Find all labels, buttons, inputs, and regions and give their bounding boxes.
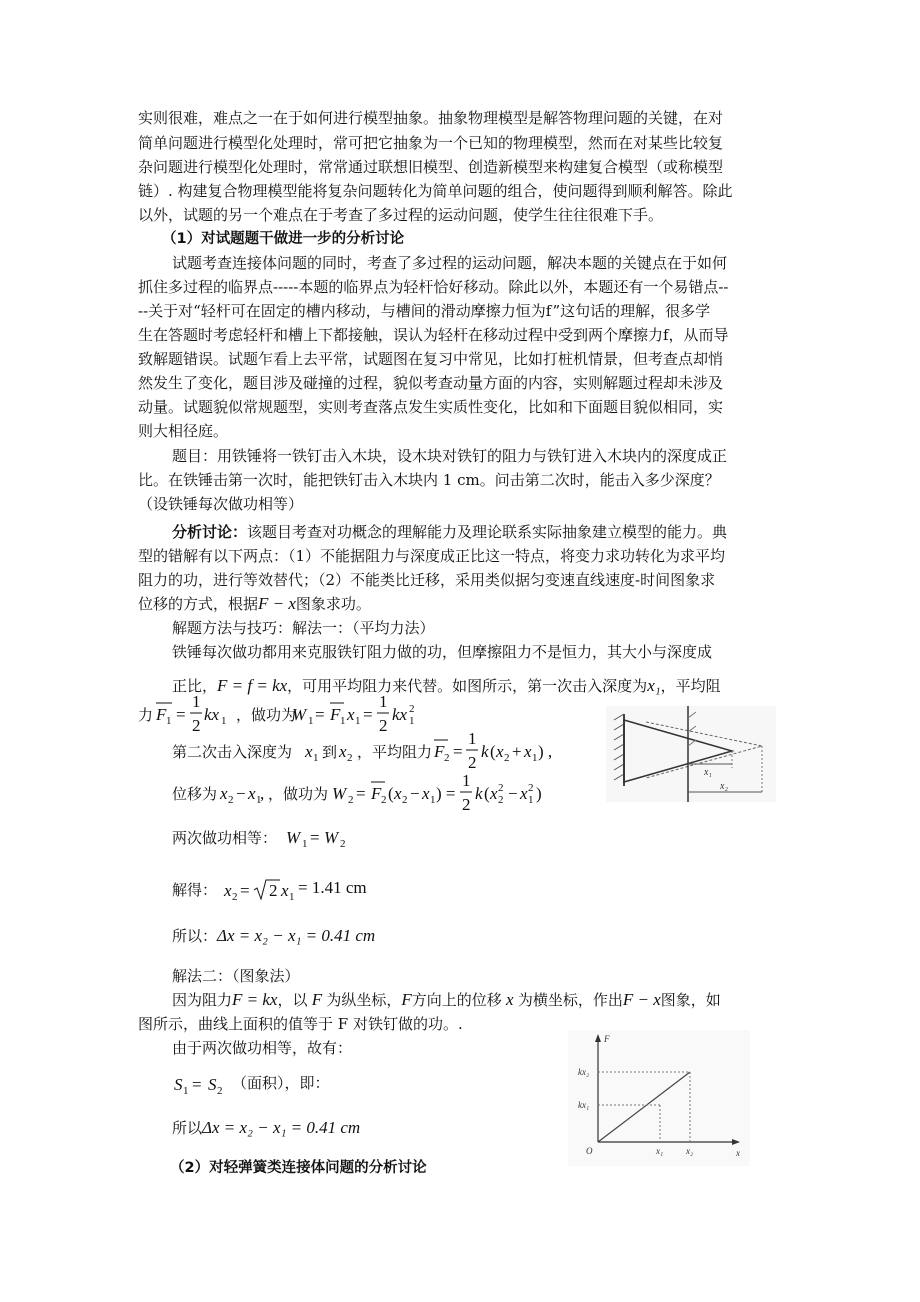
svg-text:S: S (174, 1075, 183, 1094)
text: 位移为 (172, 785, 218, 803)
analysis-text: 该题目考查对功概念的理解能力及理论联系实际抽象建立模型的能力。典 (247, 523, 728, 541)
svg-text:2: 2 (498, 782, 504, 794)
svg-text:W: W (286, 828, 301, 847)
text: 解得： (172, 881, 218, 899)
svg-text:−: − (236, 784, 246, 803)
svg-text:W: W (292, 705, 307, 724)
svg-text:−: − (508, 784, 518, 803)
graph-tick-kx1: kx₁ (578, 1100, 590, 1110)
svg-text:1: 1 (183, 1085, 189, 1097)
graph-line-1 (172, 990, 721, 1010)
svg-text:=: = (363, 705, 373, 724)
svg-text:2: 2 (347, 752, 353, 764)
intro-line-5: 以外，试题的另一个难点在于考查了多过程的运动问题，使学生往往很难下手。 (138, 206, 664, 224)
svg-text:=: = (310, 828, 320, 847)
svg-text:2: 2 (379, 716, 388, 735)
problem-line: （设铁锤每次做功相等） (138, 495, 304, 513)
math: F (401, 990, 412, 1009)
svg-text:=: = (315, 705, 325, 724)
intro-line-3: 杂问题进行模型化处理时，常常通过联想旧模型、创造新模型来构建复合模型（或称模型 (138, 158, 724, 176)
p1-line: 然发生了变化，题目涉及碰撞的过程，貌似考查动量方面的内容，实则解题过程却未涉及 (138, 374, 724, 392)
analysis-line: 阻力的功，进行等效替代；（2）不能类比迁移，采用类似据匀变速直线速度-时间图象求 (138, 571, 716, 589)
analysis-line-4 (138, 594, 371, 614)
text: （面积），即： (232, 1074, 330, 1092)
svg-text:1: 1 (256, 794, 262, 806)
svg-text:2: 2 (192, 716, 201, 735)
svg-text:2: 2 (498, 794, 504, 806)
svg-text:1: 1 (340, 715, 346, 727)
svg-text:1: 1 (409, 715, 415, 727)
svg-text:x: x (339, 742, 347, 761)
svg-text:2: 2 (462, 795, 471, 814)
svg-text:kx: kx (392, 705, 408, 724)
svg-text:,: , (260, 784, 265, 803)
svg-text:x: x (224, 881, 232, 900)
svg-text:k: k (475, 784, 483, 803)
svg-text:2: 2 (340, 838, 346, 850)
svg-text:2: 2 (228, 794, 234, 806)
delta-x-result: Δx = x₂ − x₁ = 0.41 cm (217, 926, 376, 945)
svg-text:x: x (220, 784, 228, 803)
svg-text:): ) (536, 784, 542, 803)
svg-text:F: F (371, 784, 382, 803)
svg-text:2: 2 (232, 891, 238, 903)
text: ，可用平均阻力来代替。如图所示，第一次击入深度为 (287, 677, 648, 695)
svg-text:2: 2 (217, 1085, 223, 1097)
svg-text:x: x (520, 784, 528, 803)
f-x-graph (568, 1030, 750, 1166)
svg-text:(: ( (484, 784, 490, 803)
svg-text:+: + (512, 742, 522, 761)
svg-text:−: − (410, 784, 420, 803)
svg-text:x: x (524, 742, 532, 761)
svg-text:F: F (330, 705, 341, 724)
svg-text:kx: kx (204, 705, 220, 724)
svg-text:W: W (332, 784, 347, 803)
graph-tick-x1: x₁ (656, 1146, 664, 1156)
text: ，做功为 (236, 706, 297, 724)
svg-text:1: 1 (430, 794, 436, 806)
text: 所以： (172, 927, 218, 945)
svg-text:2: 2 (444, 752, 450, 764)
svg-text:1: 1 (355, 715, 361, 727)
delta-x-result-2: Δx = x₂ − x₁ = 0.41 cm (202, 1118, 361, 1137)
math: F − x (622, 990, 661, 1009)
p1-line: 致解题错误。试题乍看上去平常，试题图在复习中常见，比如打桩机情景，但考查点却悄 (138, 350, 724, 368)
x2-value: = 1.41 cm (298, 878, 367, 897)
svg-text:2: 2 (504, 752, 510, 764)
text: ，做功为 (268, 785, 329, 803)
text: 力 (138, 706, 154, 724)
svg-text:1: 1 (313, 752, 319, 764)
svg-text:(: ( (490, 742, 496, 761)
p1-line: 则大相径庭。 (138, 422, 229, 440)
graph-origin: O (586, 1146, 593, 1156)
math: x (501, 990, 518, 1009)
p1-line: 动量。试题貌似常规题型，实则考查落点发生实质性变化，比如和下面题目貌似相同，实 (138, 398, 724, 416)
text: ，平均阻力 (357, 743, 433, 761)
svg-text:1: 1 (289, 891, 295, 903)
f-equals-kx-math: F = f = kx (217, 676, 288, 695)
graph-tick-kx2: kx₂ (578, 1067, 590, 1077)
svg-text:) ,: ) , (538, 742, 553, 761)
graph-line-2: 图所示，曲线上面积的值等于 F 对铁钉做的功。. (138, 1015, 463, 1033)
svg-text:S: S (208, 1075, 217, 1094)
svg-text:1: 1 (528, 794, 534, 806)
graph-line-5 (172, 1118, 360, 1138)
analysis-text: 图象求功。 (295, 595, 371, 613)
intro-line-1: 实则很难，难点之一在于如何进行模型抽象。抽象物理模型是解答物理问题的关键，在对 (138, 109, 724, 127)
analysis-label: 分析讨论： (172, 523, 248, 541)
svg-text:1: 1 (166, 715, 172, 727)
math: F (307, 990, 327, 1009)
svg-text:=: = (240, 881, 250, 900)
section1-heading: （1）对试题题干做进一步的分析讨论 (162, 231, 405, 247)
svg-text:(: ( (388, 784, 394, 803)
svg-text:1: 1 (379, 692, 388, 711)
method-line-6 (172, 828, 346, 854)
nail-label-x1: x₁ (704, 767, 712, 778)
section2-heading: （2）对轻弹簧类连接体问题的分析讨论 (170, 1160, 427, 1176)
svg-text:x: x (490, 784, 498, 803)
p1-line: 生在答题时考虑轻杆和槽上下都接触，误认为轻杆在移动过程中受到两个摩擦力f，从而导 (138, 326, 729, 344)
svg-text:x: x (347, 705, 355, 724)
method-line-1: 铁锤每次做功都用来克服铁钉阻力做的功，但摩擦阻力不是恒力，其大小与深度成 (172, 643, 713, 661)
problem-line: 比。在铁锤击第一次时，能把铁钉击入木块内 1 cm。问击第二次时，能击入多少深度？ (138, 471, 720, 489)
text: 因为阻力 (172, 991, 233, 1009)
svg-text:2: 2 (269, 881, 278, 900)
nail-label-x2: x₂ (720, 781, 728, 792)
svg-text:1: 1 (532, 752, 538, 764)
graph-axis-y: F (604, 1034, 610, 1044)
svg-text:k: k (481, 742, 489, 761)
analysis-line-1 (172, 522, 727, 542)
svg-text:2: 2 (348, 794, 354, 806)
svg-text:2: 2 (402, 794, 408, 806)
p1-line: 抓住多过程的临界点-----本题的临界点为轻杆恰好移动。除此以外，本题还有一个易错点-- (138, 278, 729, 296)
svg-text:1: 1 (302, 838, 308, 850)
svg-text:1: 1 (308, 715, 314, 727)
svg-text:1: 1 (192, 692, 201, 711)
work-formula-2 (172, 774, 592, 820)
text: 第二次击入深度为 (172, 743, 293, 761)
text: 所以 (172, 1119, 203, 1137)
text: 为纵坐标， (326, 991, 402, 1009)
svg-text:W: W (324, 828, 339, 847)
svg-text:2: 2 (468, 753, 477, 772)
text: ，平均阻 (660, 677, 721, 695)
text: 正比， (172, 677, 218, 695)
intro-line-2: 简单问题进行模型化处理时，常可把它抽象为一个已知的物理模型，然而在对某些比较复 (138, 134, 724, 152)
analysis-line: 型的错解有以下两点：（1）不能据阻力与深度成正比这一特点，将变力求功转化为求平均 (138, 547, 726, 565)
svg-text:1: 1 (221, 715, 227, 727)
p1-line: --关于对“轻杆可在固定的槽内移动，与槽间的滑动摩擦力恒为f”这句话的理解，很多学 (138, 302, 711, 320)
problem-line: 题目：用铁锤将一铁钉击入木块，设木块对铁钉的阻力与铁钉进入木块内的深度成正 (172, 447, 728, 465)
svg-text:F: F (156, 705, 167, 724)
svg-text:F: F (434, 742, 445, 761)
text: 为横坐标，作出 (517, 991, 623, 1009)
svg-text:) =: ) = (436, 784, 456, 803)
text: ，以 (277, 991, 308, 1009)
f-x-math: F − x (258, 594, 296, 613)
svg-text:=: = (356, 784, 366, 803)
text: 方向上的位移 (411, 991, 502, 1009)
svg-text:x: x (281, 881, 289, 900)
text: 到 (322, 743, 338, 761)
intro-line-4: 链）. 构建复合物理模型能将复杂问题转化为简单问题的组合，使问题得到顺利解答。除此 (138, 182, 733, 200)
p1-line: 试题考查连接体问题的同时，考查了多过程的运动问题，解决本题的关键点在于如何 (172, 254, 728, 272)
text: 两次做功相等： (172, 829, 278, 847)
svg-text:=: = (453, 742, 463, 761)
math: F = kx (232, 990, 278, 1009)
text: 图象，如 (660, 991, 721, 1009)
svg-text:2: 2 (528, 782, 534, 794)
svg-text:x: x (248, 784, 256, 803)
svg-text:x: x (305, 742, 313, 761)
method-line-8 (172, 926, 375, 946)
method2-title: 解法二：（图象法） (172, 967, 300, 985)
method-title: 解题方法与技巧：解法一：（平均力法） (172, 619, 435, 637)
graph-line-3: 由于两次做功相等，故有： (172, 1039, 353, 1057)
svg-text:x: x (496, 742, 504, 761)
svg-text:x: x (394, 784, 402, 803)
svg-text:=: = (176, 705, 186, 724)
svg-text:=: = (192, 1075, 202, 1094)
svg-text:1: 1 (462, 774, 471, 790)
x1-math: x₁ (647, 676, 661, 695)
graph-tick-x2: x₂ (686, 1146, 694, 1156)
analysis-text: 位移的方式，根据 (138, 595, 259, 613)
nail-diagram (606, 706, 776, 802)
svg-text:2: 2 (381, 794, 387, 806)
graph-axis-x: x (736, 1148, 740, 1158)
svg-text:1: 1 (468, 732, 477, 748)
svg-text:x: x (422, 784, 430, 803)
svg-text:2: 2 (409, 703, 415, 715)
equal-work-formula (284, 824, 384, 852)
